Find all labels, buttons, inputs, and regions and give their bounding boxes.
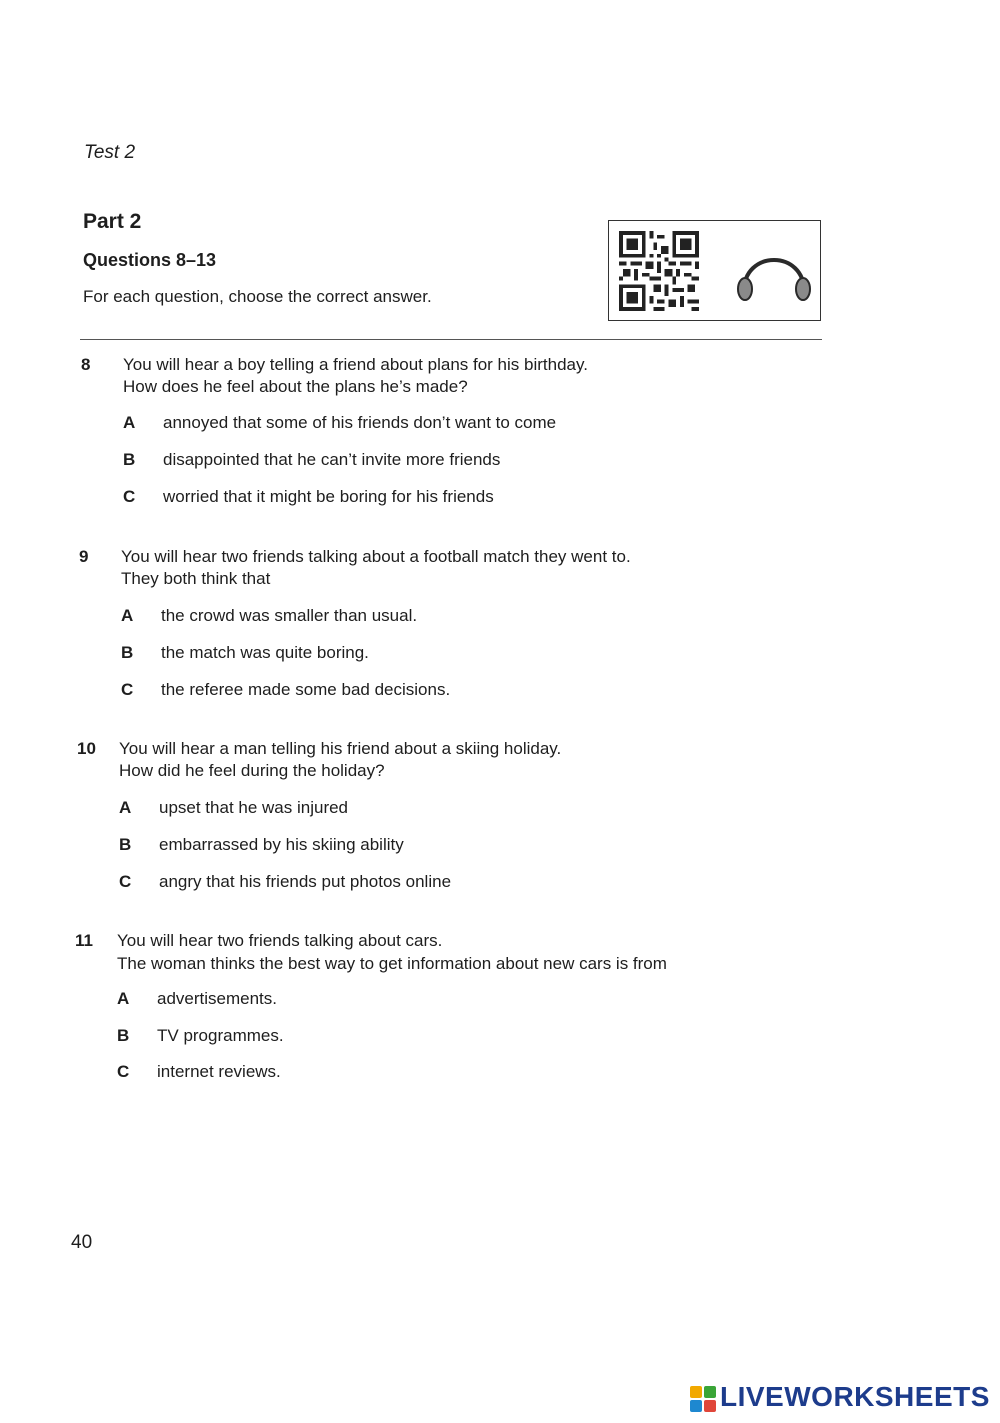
page-number: 40 (71, 1232, 93, 1253)
part-title: Part 2 (83, 210, 142, 233)
option-letter: C (119, 872, 132, 891)
option-letter: A (123, 413, 136, 432)
audio-media-box (608, 220, 821, 321)
option-text: the crowd was smaller than usual. (161, 606, 418, 625)
question-number: 9 (79, 547, 89, 566)
option-text: the match was quite boring. (161, 643, 369, 662)
option-letter: B (121, 643, 134, 662)
option-letter: C (121, 680, 134, 699)
option-text: annoyed that some of his friends don’t want to come (163, 413, 557, 432)
question-range: Questions 8–13 (83, 250, 217, 270)
option-text: upset that he was injured (159, 798, 349, 817)
question-number: 11 (75, 931, 93, 950)
option-letter: B (123, 450, 136, 469)
option-text: embarrassed by his skiing ability (159, 835, 404, 854)
qr-code-icon[interactable] (619, 231, 699, 311)
instruction-text: For each question, choose the correct answer. (83, 287, 432, 306)
question-prompt: You will hear a boy telling a friend about plans for his birthday. (123, 355, 588, 374)
question-stem: They both think that (121, 569, 271, 588)
option-text: internet reviews. (157, 1062, 281, 1081)
question-stem: How did he feel during the holiday? (119, 761, 385, 780)
question-stem: The woman thinks the best way to get information about new cars is from (117, 954, 667, 973)
option-letter: C (117, 1062, 130, 1081)
option-letter: A (121, 606, 134, 625)
option-text: disappointed that he can’t invite more friends (163, 450, 501, 469)
option-text: the referee made some bad decisions. (161, 680, 451, 699)
question-prompt: You will hear two friends talking about a football match they went to. (121, 547, 631, 566)
option-letter: B (117, 1026, 130, 1045)
option-text: angry that his friends put photos online (159, 872, 452, 891)
watermark-text: LIVEWORKSHEETS (720, 1381, 990, 1412)
question-stem: How does he feel about the plans he’s made? (123, 377, 468, 396)
test-label: Test 2 (84, 142, 136, 163)
headphones-icon (734, 239, 814, 307)
option-letter: B (119, 835, 132, 854)
option-text: worried that it might be boring for his friends (163, 487, 494, 506)
liveworksheets-logo-icon (690, 1386, 716, 1412)
question-number: 8 (81, 355, 91, 374)
option-text: advertisements. (157, 989, 277, 1008)
option-letter: C (123, 487, 136, 506)
option-letter: A (119, 798, 132, 817)
question-prompt: You will hear a man telling his friend about a skiing holiday. (119, 739, 562, 758)
option-text: TV programmes. (157, 1026, 284, 1045)
section-divider (80, 339, 822, 340)
question-prompt: You will hear two friends talking about cars. (117, 931, 443, 950)
option-letter: A (117, 989, 130, 1008)
question-number: 10 (77, 739, 96, 758)
